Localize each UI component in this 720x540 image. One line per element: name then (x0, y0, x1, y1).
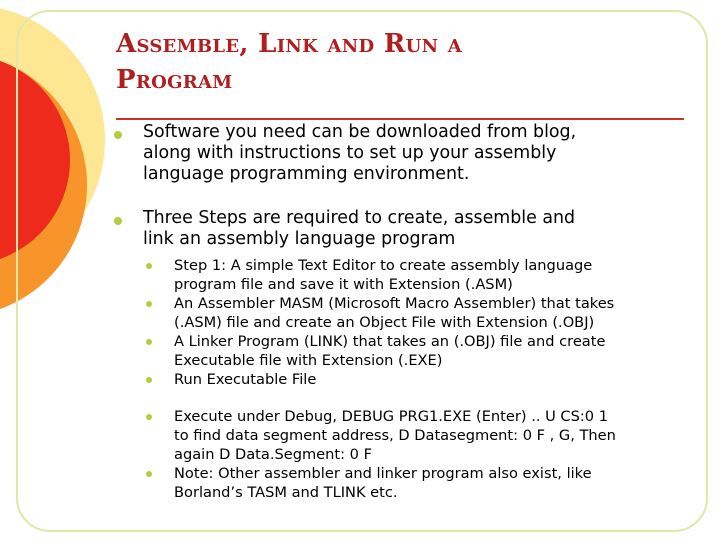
sub-item-note: Note: Other assembler and linker program also exist, like Borland’s TASM and TLINK etc. (143, 464, 672, 502)
sub-item-run: Run Executable File (143, 370, 672, 389)
sub-bullet-dot-icon (146, 471, 152, 477)
sub-bullet-dot-icon (146, 377, 152, 383)
sub-bullet-dot-icon (146, 301, 152, 307)
title-line-1: Assemble, Link and Run a (116, 29, 463, 59)
title-divider (116, 118, 684, 120)
bullet-item-software: Software you need can be downloaded from blog, along with instructions to set up your assembly language programming environment. (112, 122, 672, 185)
title-line-2: Program (116, 65, 233, 95)
sub-bullet-dot-icon (146, 263, 152, 269)
slide-title (116, 26, 676, 98)
bullet-item-three-steps: Three Steps are required to create, assemble and link an assembly language program Step 1: A simple Text Editor to create assembly language program file and save it with Extension (.ASM) An Assembler MASM (Microsoft Macro Assembler) that takes (.ASM) file and create an Object File with Extension (.OBJ) A Linker Program (LINK) that takes an (.OBJ) file and create Executable file with Extension (.EXE) Run Executable File Execute under Debug, DEBUG PRG1.EXE (Enter) .. U CS:0 1 to find data segment address, D Datasegment: 0 F , G, Then again D Data.Segment: 0 F Note: Other assembler and linker program also exist, like Borland’s TASM and TLINK etc. (112, 208, 672, 502)
sub-bullet-dot-icon (146, 339, 152, 345)
sub-item-assembler: An Assembler MASM (Microsoft Macro Assembler) that takes (.ASM) file and create an Object File with Extension (.OBJ) (143, 294, 672, 332)
sub-item-linker: A Linker Program (LINK) that takes an (.OBJ) file and create Executable file with Extension (.EXE) (143, 332, 672, 370)
sub-item-debug: Execute under Debug, DEBUG PRG1.EXE (Enter) .. U CS:0 1 to find data segment address, D Datasegment: 0 F , G, Then again D Data.Segment: 0 F (143, 407, 672, 464)
sub-bullet-dot-icon (146, 414, 152, 420)
sub-bullet-list (143, 256, 672, 502)
bullet-dot-icon (114, 217, 122, 225)
bullet-dot-icon (114, 131, 122, 139)
bullet-list (112, 122, 672, 502)
sub-item-step-1: Step 1: A simple Text Editor to create assembly language program file and save it with Extension (.ASM) (143, 256, 672, 294)
